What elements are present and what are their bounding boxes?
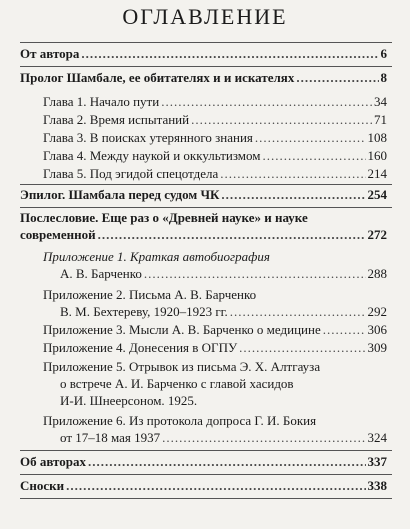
leader-dots: [98, 227, 366, 243]
entry-label: Приложение 4. Донесения в ОГПУ: [43, 340, 238, 355]
toc-entry-appendix-5-line1[interactable]: Приложение 5. Отрывок из письма Э. Х. Алтгауза: [43, 359, 321, 374]
toc-entry-prologue[interactable]: [20, 70, 387, 86]
page-number: 337: [367, 454, 387, 469]
toc-entry-appendix-2[interactable]: [60, 304, 387, 320]
divider: [20, 498, 392, 499]
toc-entry-appendix-6[interactable]: [60, 430, 387, 446]
toc-entry-appendix-5-line2: о встрече А. И. Барченко с главой хасидов: [60, 376, 294, 391]
leader-dots: [220, 166, 365, 182]
leader-dots: [230, 304, 366, 320]
entry-label: современной: [20, 227, 96, 242]
page-number: 108: [367, 130, 387, 145]
toc-entry-author[interactable]: [20, 46, 387, 62]
leader-dots: [255, 130, 366, 146]
page-number: 338: [367, 478, 387, 493]
entry-label: Эпилог. Шамбала перед судом ЧК: [20, 187, 220, 202]
page-number: 306: [367, 322, 387, 337]
entry-label: А. В. Барченко: [60, 266, 142, 281]
page-number: 71: [374, 112, 387, 127]
toc-entry-about-authors[interactable]: [20, 454, 387, 470]
leader-dots: [239, 340, 365, 356]
leader-dots: [81, 46, 378, 62]
toc-entry-chapter-1[interactable]: [43, 94, 387, 110]
toc-entry-appendix-1[interactable]: [60, 266, 387, 282]
page-number: 288: [367, 266, 387, 281]
entry-label: Глава 5. Под эгидой спецотдела: [43, 166, 219, 181]
toc-entry-appendix-1-line1[interactable]: Приложение 1. Краткая автобиография: [43, 249, 270, 264]
page-number: 272: [367, 227, 387, 242]
entry-label: Пролог Шамбале, ее обитателях и и искателях: [20, 70, 295, 85]
leader-dots: [162, 430, 365, 446]
entry-label: Об авторах: [20, 454, 87, 469]
page-number: 324: [367, 430, 387, 445]
divider: [20, 207, 392, 208]
divider: [20, 66, 392, 67]
page-number: 309: [367, 340, 387, 355]
divider: [20, 184, 392, 185]
page-number: 292: [367, 304, 387, 319]
toc-entry-afterword[interactable]: [20, 227, 387, 243]
leader-dots: [144, 266, 366, 282]
page-number: 34: [374, 94, 387, 109]
entry-label: Глава 2. Время испытаний: [43, 112, 190, 127]
leader-dots: [296, 70, 378, 86]
entry-label: Глава 1. Начало пути: [43, 94, 160, 109]
toc-entry-appendix-5-line3: И-И. Шнеерсоном. 1925.: [60, 393, 198, 408]
entry-label: от 17–18 мая 1937: [60, 430, 161, 445]
toc-entry-appendix-3[interactable]: [43, 322, 387, 338]
toc-entry-chapter-3[interactable]: [43, 130, 387, 146]
page-number: 254: [367, 187, 387, 202]
entry-label: Глава 3. В поисках утерянного знания: [43, 130, 253, 145]
toc-entry-afterword-line1[interactable]: Послесловие. Еще раз о «Древней науке» и науке: [20, 210, 308, 225]
toc-entry-appendix-6-line1[interactable]: Приложение 6. Из протокола допроса Г. И. Бокия: [43, 413, 317, 428]
divider: [20, 450, 392, 451]
page-number: 8: [380, 70, 387, 85]
entry-label: От автора: [20, 46, 80, 61]
toc-entry-appendix-2-line1[interactable]: Приложение 2. Письма А. В. Барченко: [43, 287, 257, 302]
toc-entry-chapter-5[interactable]: [43, 166, 387, 182]
toc-entry-epilogue[interactable]: [20, 187, 387, 203]
toc-entry-appendix-4[interactable]: [43, 340, 387, 356]
leader-dots: [323, 322, 366, 338]
page-number: 6: [380, 46, 387, 61]
page-number: 214: [367, 166, 387, 181]
toc-entry-chapter-4[interactable]: [43, 148, 387, 164]
toc-entry-chapter-2[interactable]: [43, 112, 387, 128]
entry-label: Приложение 3. Мысли А. В. Барченко о медицине: [43, 322, 321, 337]
leader-dots: [66, 478, 365, 494]
entry-label: В. М. Бехтереву, 1920–1923 гг.: [60, 304, 228, 319]
leader-dots: [161, 94, 372, 110]
leader-dots: [191, 112, 372, 128]
page-number: 160: [367, 148, 387, 163]
leader-dots: [263, 148, 366, 164]
entry-label: Сноски: [20, 478, 65, 493]
divider: [20, 474, 392, 475]
page-title: ОГЛАВЛЕНИЕ: [122, 4, 288, 29]
divider: [20, 42, 392, 43]
entry-label: Глава 4. Между наукой и оккультизмом: [43, 148, 261, 163]
leader-dots: [221, 187, 365, 203]
leader-dots: [88, 454, 365, 470]
toc-entry-notes[interactable]: [20, 478, 387, 494]
